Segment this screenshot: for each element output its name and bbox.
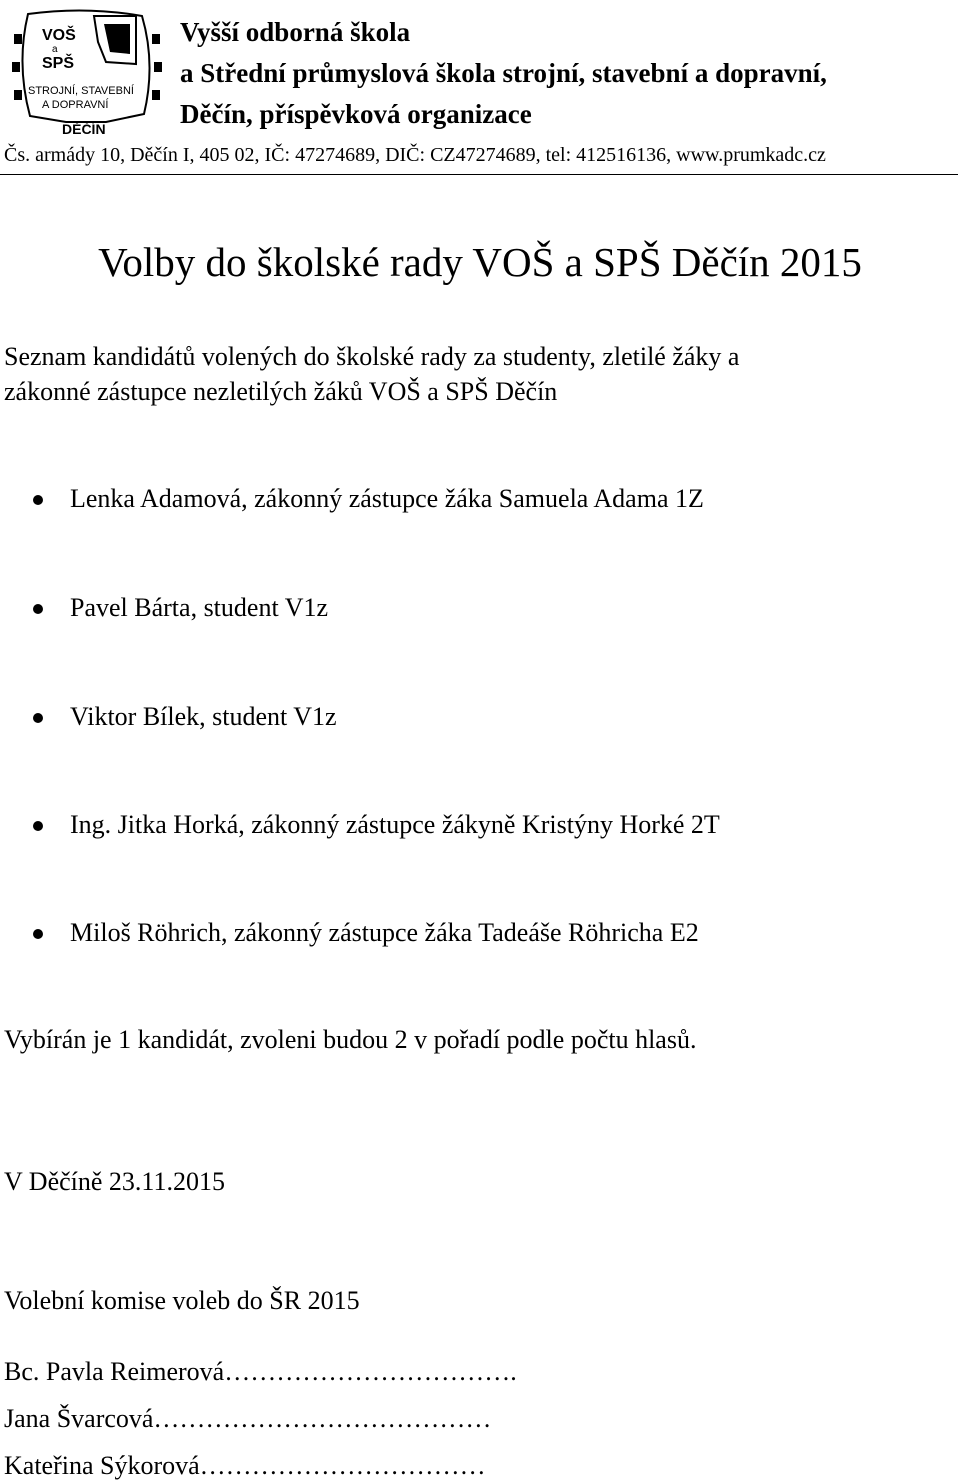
logo-text-3: SPŠ	[42, 55, 75, 72]
bullet-icon	[33, 495, 43, 505]
committee-member: Bc. Pavla Reimerová…………………………….	[4, 1357, 517, 1386]
bullet-icon	[33, 821, 43, 831]
document-title: Volby do školské rady VOŠ a SPŠ Děčín 2015	[98, 239, 862, 285]
intro-paragraph	[4, 339, 954, 409]
school-name-line-2: a Střední průmyslová škola strojní, stavební a dopravní,	[180, 58, 827, 88]
school-address: Čs. armády 10, Děčín I, 405 02, IČ: 47274689, DIČ: CZ47274689, tel: 412516136, www.prumkadc.cz	[4, 144, 826, 166]
school-name-line-1: Vyšší odborná škola	[180, 17, 411, 47]
intro-line-2: zákonné zástupce nezletilých žáků VOŠ a SPŠ Děčín	[4, 377, 558, 406]
bullet-icon	[33, 604, 43, 614]
school-logo	[6, 4, 166, 140]
logo-text-5: A DOPRAVNÍ	[42, 99, 109, 111]
logo-text-6: DĚČÍN	[62, 121, 106, 137]
candidate-text: Lenka Adamová, zákonný zástupce žáka Samuela Adama 1Z	[70, 484, 704, 513]
logo-text-4: STROJNÍ, STAVEBNÍ	[28, 85, 134, 97]
candidate-text: Ing. Jitka Horká, zákonný zástupce žákyně Kristýny Horké 2T	[70, 810, 720, 839]
candidate-text: Viktor Bílek, student V1z	[70, 702, 337, 731]
committee-member: Jana Švarcová…………………………………	[4, 1404, 492, 1433]
header-divider	[0, 174, 958, 175]
logo-text-1: VOŠ	[42, 27, 76, 44]
school-name	[180, 12, 827, 135]
candidate-text: Miloš Röhrich, zákonný zástupce žáka Tadeáše Röhricha E2	[70, 918, 699, 947]
committee-member: Kateřina Sýkorová……………………………	[4, 1451, 486, 1480]
bullet-icon	[33, 929, 43, 939]
gear-logo-icon	[6, 4, 166, 140]
committee-heading: Volební komise voleb do ŠR 2015	[4, 1286, 360, 1315]
intro-line-1: Seznam kandidátů volených do školské rady za studenty, zletilé žáky a	[4, 342, 740, 371]
place-date: V Děčíně 23.11.2015	[4, 1167, 225, 1196]
candidate-text: Pavel Bárta, student V1z	[70, 593, 329, 622]
school-name-line-3: Děčín, příspěvková organizace	[180, 99, 532, 129]
bullet-icon	[33, 713, 43, 723]
logo-text-2: a	[52, 44, 58, 55]
selection-note: Vybírán je 1 kandidát, zvoleni budou 2 v pořadí podle počtu hlasů.	[4, 1025, 697, 1054]
